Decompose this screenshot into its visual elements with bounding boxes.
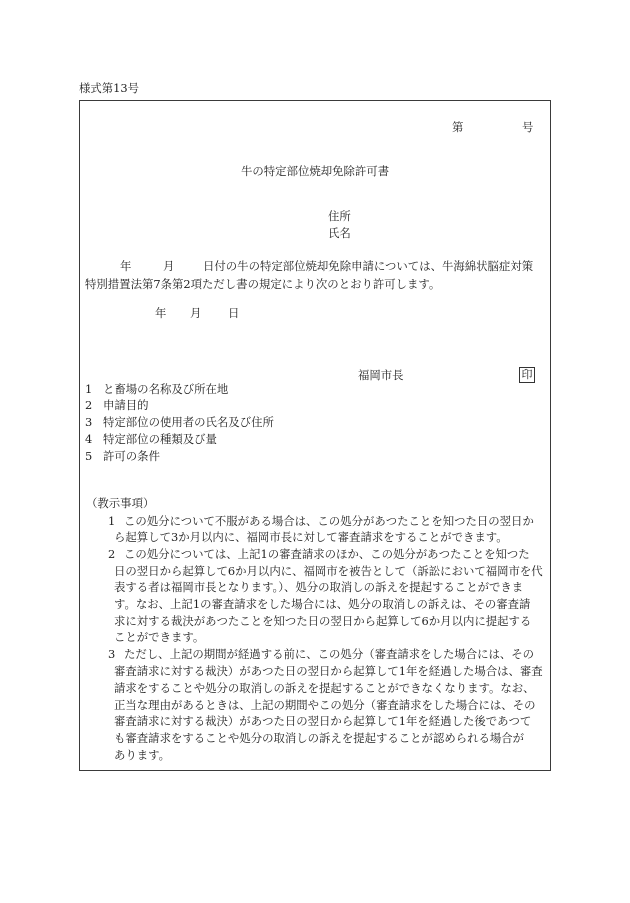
issue-day-label: 日: [228, 306, 240, 320]
applicant-name-label: 氏名: [328, 226, 351, 240]
list-item: [85, 381, 274, 398]
notice-line: も審査請求をすることや処分の取消しの訴えを提起することが認められる場合が: [114, 730, 525, 745]
application-month-label: 月: [163, 259, 175, 273]
notice-line: あります。: [114, 747, 171, 762]
applicant-address-label: 住所: [328, 209, 351, 223]
notice-number: 2: [108, 546, 116, 561]
item-text: 申請目的: [103, 398, 149, 413]
list-item: [85, 448, 274, 465]
list-item: [85, 414, 274, 431]
doc-number-prefix: 第: [452, 120, 464, 134]
notice-text: ただし、上記の期間が経過する前に、この処分（審査請求をした場合には、その: [124, 647, 535, 662]
issuer-title: 福岡市長: [358, 368, 404, 382]
item-text: 特定部位の種類及び量: [103, 431, 217, 446]
notice-line: ことができます。: [114, 630, 205, 645]
notice-line: 表する者は福岡市長となります。）、処分の取消しの訴えを提起することができま: [114, 580, 524, 595]
list-item: [85, 431, 274, 448]
notice-paragraph-3: [108, 646, 543, 763]
body-text-line-1: 日付の牛の特定部位焼却免除申請については、牛海綿状脳症対策: [203, 259, 534, 273]
notice-paragraph-1: [108, 513, 534, 546]
notice-line: 日の翌日から起算して6か月以内に、福岡市を被告として（訴訟において福岡市を代: [114, 563, 543, 578]
notice-number: 3: [108, 647, 116, 662]
seal-mark: 印: [519, 367, 535, 383]
document-title: 牛の特定部位焼却免除許可書: [241, 164, 390, 178]
item-number: 1: [85, 381, 93, 396]
item-text: と畜場の名称及び所在地: [103, 381, 229, 396]
form-number: 様式第13号: [79, 81, 140, 95]
notice-line: 正当な理由があるときは、上記の期間やこの処分（審査請求をした場合には、その: [114, 697, 536, 712]
list-item: [85, 397, 274, 414]
permit-items-list: [85, 381, 274, 465]
item-text: 特定部位の使用者の氏名及び住所: [103, 415, 274, 430]
notice-number: 1: [108, 513, 116, 528]
notice-line: [108, 513, 534, 530]
notice-line: 審査請求に対する裁決）があつた日の翌日から起算して1年を経過した場合は、審査: [114, 664, 543, 679]
item-number: 3: [85, 415, 93, 430]
notice-heading: （教示事項）: [86, 496, 155, 510]
notice-line: 審査請求に対する裁決）があつた日の翌日から起算して1年を経過した後であつて: [114, 714, 532, 729]
body-text-line-2: 特別措置法第7条第2項ただし書の規定により次のとおり許可します。: [85, 277, 441, 291]
item-number: 2: [85, 398, 93, 413]
item-text: 許可の条件: [103, 448, 160, 463]
doc-number-suffix: 号: [522, 120, 534, 134]
issue-year-label: 年: [155, 306, 167, 320]
notice-line: ら起算して3か月以内に、福岡市長に対して審査請求をすることができます。: [114, 530, 508, 545]
item-number: 5: [85, 448, 93, 463]
notice-line: 求に対する裁決があつたことを知つた日の翌日から起算して6か月以内に提起する: [114, 613, 532, 628]
notice-text: この処分については、上記1の審査請求のほか、この処分があつたことを知つた: [124, 546, 530, 561]
notice-text: この処分について不服がある場合は、この処分があつたことを知つた日の翌日か: [124, 513, 534, 528]
item-number: 4: [85, 431, 93, 446]
application-year-label: 年: [120, 259, 132, 273]
notice-line: [108, 646, 543, 663]
issue-month-label: 月: [190, 306, 202, 320]
notice-line: [108, 546, 543, 563]
notice-line: 請求をすることや処分の取消しの訴えを提起することができなくなります。なお、: [114, 680, 535, 695]
notice-paragraph-2: [108, 546, 543, 646]
notice-line: す。なお、上記1の審査請求をした場合には、処分の取消しの訴えは、その審査請: [114, 596, 531, 611]
